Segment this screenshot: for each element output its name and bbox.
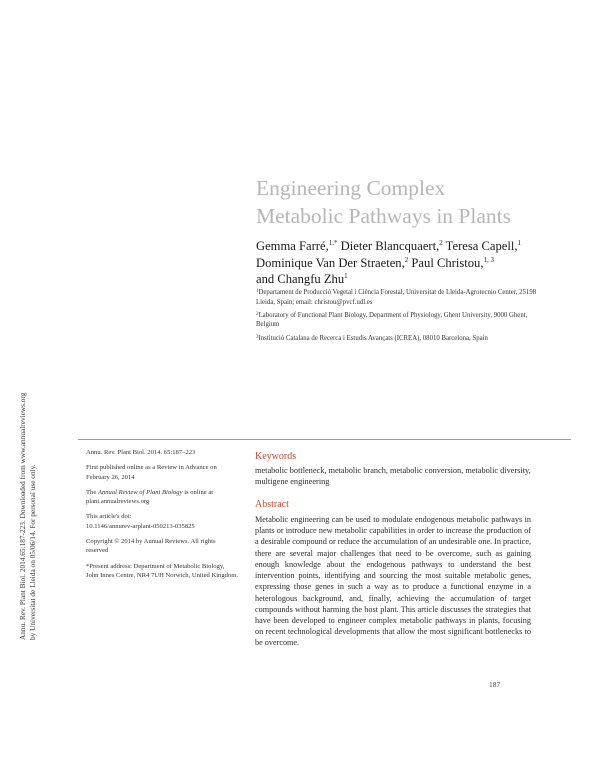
doi-block (86, 512, 238, 531)
author-list (256, 238, 556, 288)
author-sup: 1 (344, 272, 348, 280)
article-info-column (86, 448, 238, 586)
page-number: 187 (489, 680, 501, 689)
author-name: Gemma Farré, (256, 239, 329, 253)
copyright-note: Copyright © 2014 by Annual Reviews. All rights reserved (86, 538, 216, 555)
journal-online-note: The Annual Review of Plant Biology is online at plant.annualreviews.org (86, 488, 214, 506)
section-divider (78, 439, 571, 440)
abstract-text: Metabolic engineering can be used to modulate endogenous metabolic pathways in plants or introduce new metabolic capabilities in order to increase the production of a desirable compound or reduce the accumulation of an undesirable one. In practice, there are several major challenges that need to be overcome, such as gaining enough knowledge about the endogenous pathways to understand the best intervention points, identifying and sourcing the most suitable metabolic genes, expressing those genes in such a way as to produce a functional enzyme in a heterologous background, and, finally, achieving the accumulation of target compounds without harming the host plant. This article discusses the strategies that have been developed to engineer complex metabolic pathways in plants, focusing on recent technological developments that allow the most significant bottlenecks to be overcome. (255, 515, 531, 648)
side-note-line-2: by Universitat de Lleida on 05/06/14. For personal use only. (28, 464, 37, 640)
author-name: Paul Christou, (411, 255, 484, 270)
article-title (256, 174, 556, 230)
doi-value: 10.1146/annurev-arplant-050213-035825 (86, 522, 195, 530)
citation: Annu. Rev. Plant Biol. 2014. 65:187–223 (86, 449, 196, 456)
author-sup: 1,* (328, 239, 338, 247)
affiliation-sup: 1 (256, 289, 259, 294)
title-line-2: Metabolic Pathways in Plants (256, 204, 511, 228)
author-sup: 1, 3 (483, 255, 494, 264)
journal-name: Annual Review of Plant Biology (97, 488, 183, 496)
affiliation-item (256, 288, 546, 307)
author-line-1 (256, 238, 556, 255)
author-name: Dieter Blancquaert, (340, 239, 440, 253)
author-sup: 2 (404, 255, 409, 264)
side-note-line-1: Annu. Rev. Plant Biol. 2014.65:187-223. Downloaded from www.annualreviews.org (18, 392, 27, 640)
author-line-2 (256, 255, 556, 272)
abstract-heading: Abstract (255, 499, 289, 510)
keywords-heading: Keywords (255, 451, 297, 462)
author-name: Teresa Capell, (445, 239, 518, 253)
keywords-list: metabolic bottleneck, metabolic branch, metabolic conversion, metabolic diversity, multigene engineering (255, 466, 531, 487)
affiliation-text: Institució Catalana de Recerca i Estudis Avançats (ICREA), 08010 Barcelona, Spain (258, 334, 488, 342)
affiliation-sup: 2 (256, 311, 259, 317)
affiliations (256, 288, 546, 347)
author-name: Dominique Van Der Straeten, (256, 255, 405, 270)
affiliation-sup: 3 (256, 334, 259, 340)
author-sup: 1 (517, 239, 522, 247)
author-line-3 (256, 271, 556, 288)
affiliation-text: Departament de Producció Vegetal i Ciència Forestal, Universitat de Lleida-Agrotecnio Center, 25198 Lleida, Spain; email: christou@pvcf.udl.es (256, 289, 537, 306)
doi-label: This article's doi: (86, 513, 132, 521)
title-line-1: Engineering Complex (256, 176, 446, 200)
affiliation-text: Laboratory of Functional Plant Biology, Department of Physiology, Ghent University, 9000 Ghent, Belgium (256, 311, 528, 329)
download-side-note (18, 250, 58, 640)
affiliation-item (256, 311, 546, 330)
first-published-note: First published online as a Review in Advance on February 26, 2014 (86, 464, 217, 481)
affiliation-item (256, 334, 546, 344)
author-sup: 2 (439, 239, 443, 247)
author-name: and Changfu Zhu (256, 272, 345, 286)
present-address-note: *Present address: Department of Metabolic Biology, John Innes Centre, NR4 7UH Norwich, United Kingdom. (86, 562, 239, 580)
